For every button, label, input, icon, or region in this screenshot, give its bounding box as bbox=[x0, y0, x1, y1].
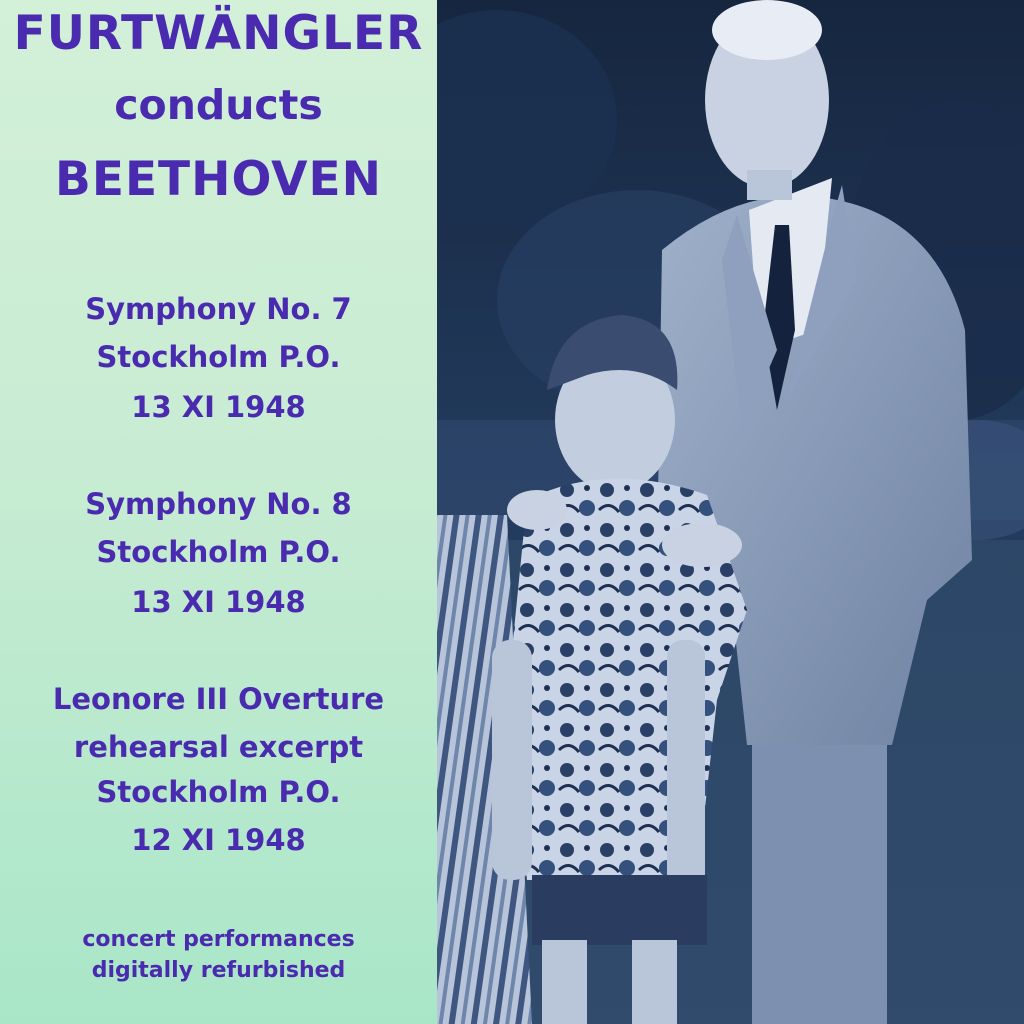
work-3-title: Leonore III Overture bbox=[52, 682, 385, 716]
man-and-boy-in-garden-photo bbox=[437, 0, 1024, 1024]
work-2-date: 13 XI 1948 bbox=[131, 585, 306, 619]
work-3-orchestra: Stockholm P.O. bbox=[96, 775, 341, 809]
text-panel bbox=[0, 0, 437, 1024]
work-1-date: 13 XI 1948 bbox=[131, 390, 306, 424]
beethoven-title: BEETHOVEN bbox=[55, 152, 382, 207]
work-1-title: Symphony No. 7 bbox=[85, 292, 352, 326]
work-3-subtitle: rehearsal excerpt bbox=[73, 730, 364, 764]
work-3-date: 12 XI 1948 bbox=[131, 823, 306, 857]
footnote-line-2: digitally refurbished bbox=[91, 958, 346, 983]
footnote-line-1: concert performances bbox=[82, 927, 355, 952]
conducts-label: conducts bbox=[114, 81, 323, 129]
work-2-orchestra: Stockholm P.O. bbox=[96, 535, 341, 569]
photo-illustration bbox=[437, 0, 1024, 1024]
work-1-orchestra: Stockholm P.O. bbox=[96, 340, 341, 374]
work-2-title: Symphony No. 8 bbox=[85, 487, 352, 521]
composer-name: FURTWÄNGLER bbox=[13, 6, 424, 61]
